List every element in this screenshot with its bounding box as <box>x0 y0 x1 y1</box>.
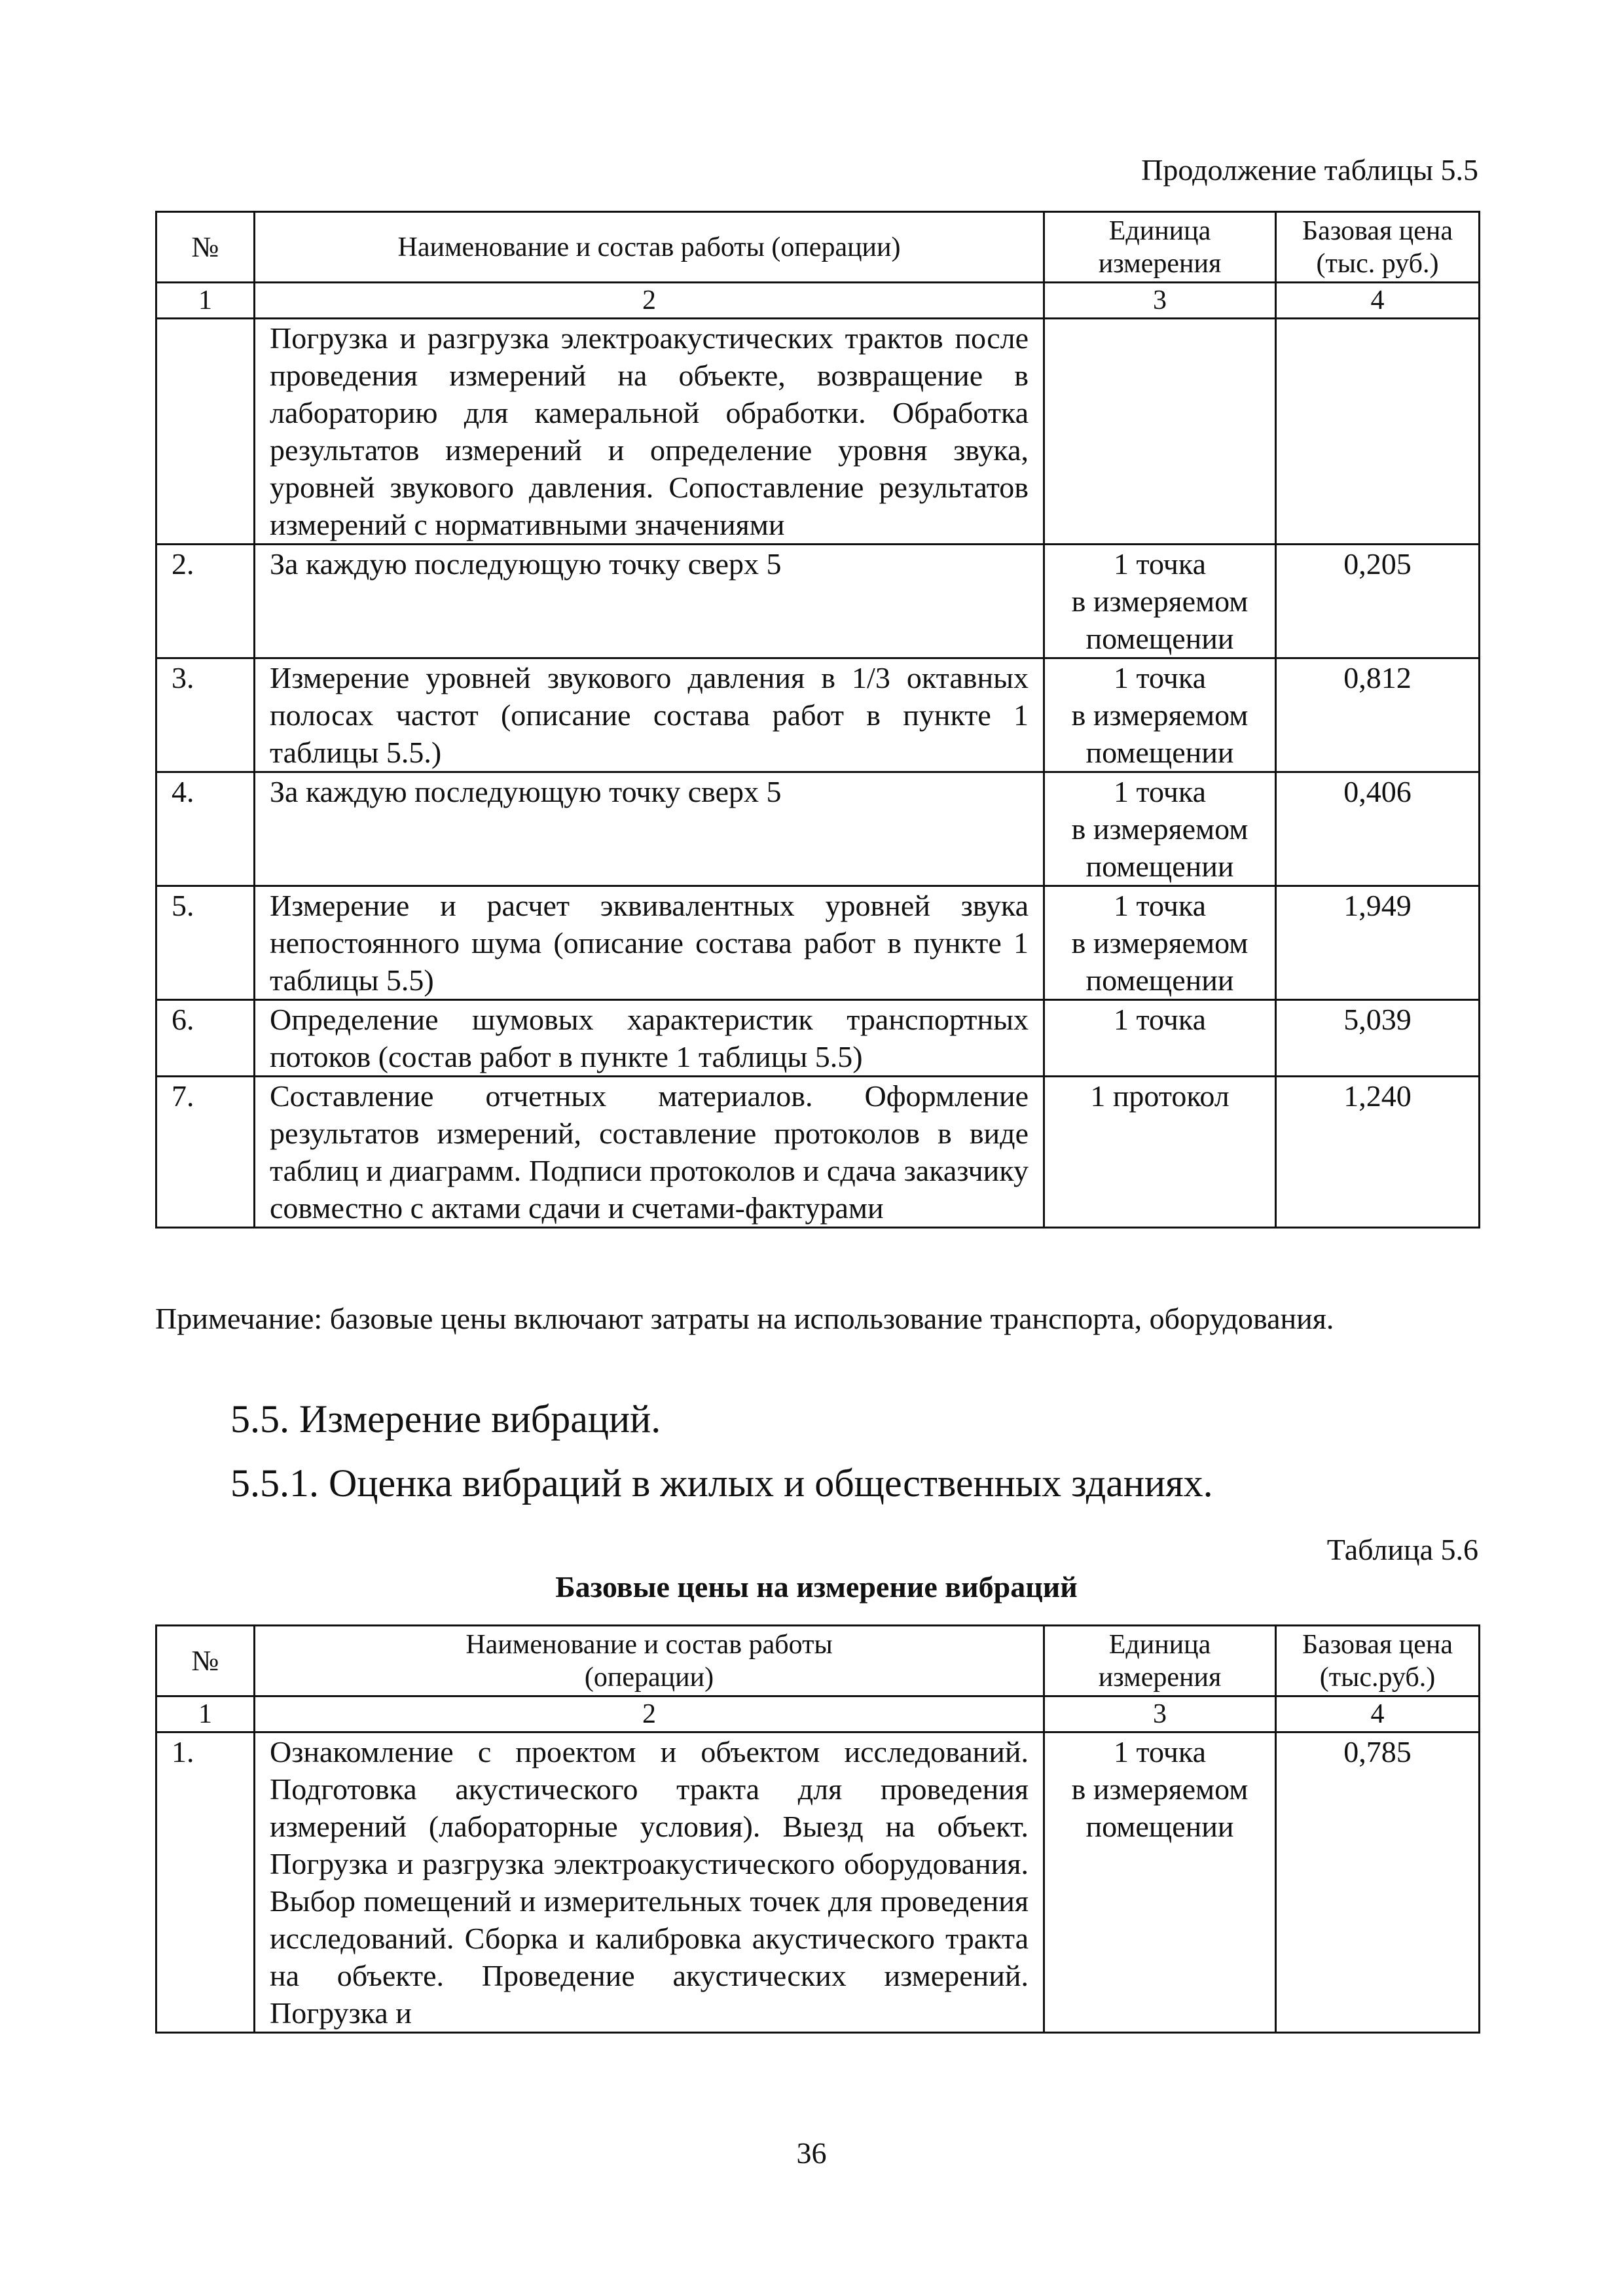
header-price <box>1276 1626 1480 1696</box>
row-price: 0,406 <box>1276 772 1480 886</box>
unit-line: 1 точка <box>1113 775 1206 808</box>
row-unit <box>1044 545 1276 658</box>
column-number-row <box>156 283 1480 319</box>
table-row <box>156 1077 1480 1228</box>
row-number <box>156 319 255 545</box>
unit-line: помещении <box>1085 622 1234 655</box>
column-number: 2 <box>255 1696 1044 1732</box>
unit-line: 1 точка <box>1113 889 1206 922</box>
table-row <box>156 886 1480 1000</box>
row-price: 0,812 <box>1276 658 1480 772</box>
header-number: № <box>156 212 255 283</box>
header-unit-line2: измерения <box>1098 1662 1222 1693</box>
row-price <box>1276 319 1480 545</box>
unit-line: в измеряемом <box>1071 926 1249 960</box>
page-number: 36 <box>796 2136 827 2170</box>
header-unit <box>1044 212 1276 283</box>
row-price: 5,039 <box>1276 1000 1480 1077</box>
table-header-row <box>156 212 1480 283</box>
column-number: 3 <box>1044 283 1276 319</box>
table-5-6-caption: Таблица 5.6 <box>1326 1533 1478 1566</box>
table-5-6-title: Базовые цены на измерение вибраций <box>555 1570 1078 1604</box>
row-price: 0,785 <box>1276 1732 1480 2033</box>
row-number: 7. <box>156 1077 255 1228</box>
continuation-caption: Продолжение таблицы 5.5 <box>1141 153 1478 187</box>
unit-line: помещении <box>1085 1810 1234 1843</box>
row-number: 5. <box>156 886 255 1000</box>
header-price <box>1276 212 1480 283</box>
unit-line: в измеряемом <box>1071 698 1249 732</box>
row-description: За каждую последующую точку сверх 5 <box>255 772 1044 886</box>
row-unit <box>1044 886 1276 1000</box>
row-unit <box>1044 1732 1276 2033</box>
unit-line: помещении <box>1085 736 1234 769</box>
unit-line: в измеряемом <box>1071 584 1249 618</box>
row-unit <box>1044 1000 1276 1077</box>
unit-line: 1 точка <box>1113 661 1206 694</box>
row-price: 0,205 <box>1276 545 1480 658</box>
table-row <box>156 319 1480 545</box>
row-description: Измерение и расчет эквивалентных уровней звука непостоянного шума (описание состава работ в пункте 1 таблицы 5.5) <box>255 886 1044 1000</box>
unit-line: в измеряемом <box>1071 1772 1249 1806</box>
unit-line: 1 точка <box>1113 547 1206 581</box>
row-description: Определение шумовых характеристик транспортных потоков (состав работ в пункте 1 таблицы 5.5) <box>255 1000 1044 1077</box>
row-description: Погрузка и разгрузка электроакустических трактов после проведения измерений на объекте, возвращение в лабораторию для камеральной обработки. Обработка результатов измерений и определение уровня звука, уровней звукового давления. Сопоставление результатов измерений с нормативными значениями <box>255 319 1044 545</box>
header-unit-line1: Единица <box>1108 215 1211 246</box>
header-name-line1: Наименование и состав работы <box>465 1629 833 1660</box>
header-price-line1: Базовая цена <box>1302 1629 1453 1660</box>
row-description: Составление отчетных материалов. Оформление результатов измерений, составление протоколов в виде таблиц и диаграмм. Подписи протоколов и сдача заказчику совместно с актами сдачи и счетами-фактурами <box>255 1077 1044 1228</box>
header-unit <box>1044 1626 1276 1696</box>
row-number: 4. <box>156 772 255 886</box>
row-unit <box>1044 319 1276 545</box>
header-name-line2: (операции) <box>584 1662 714 1693</box>
unit-line: в измеряемом <box>1071 812 1249 846</box>
unit-line: помещении <box>1085 850 1234 883</box>
header-name: Наименование и состав работы (операции) <box>255 212 1044 283</box>
row-number: 3. <box>156 658 255 772</box>
header-unit-line1: Единица <box>1108 1629 1211 1660</box>
column-number: 4 <box>1276 283 1480 319</box>
row-number: 2. <box>156 545 255 658</box>
row-description: За каждую последующую точку сверх 5 <box>255 545 1044 658</box>
unit-line: 1 точка <box>1113 1735 1206 1768</box>
table-row <box>156 772 1480 886</box>
column-number: 4 <box>1276 1696 1480 1732</box>
header-price-line2: (тыс.руб.) <box>1319 1662 1436 1693</box>
section-heading-5-5: 5.5. Измерение вибраций. <box>230 1397 661 1441</box>
header-number: № <box>156 1626 255 1696</box>
row-number: 6. <box>156 1000 255 1077</box>
column-number: 2 <box>255 283 1044 319</box>
row-price: 1,949 <box>1276 886 1480 1000</box>
table-row <box>156 545 1480 658</box>
header-price-line1: Базовая цена <box>1302 215 1453 246</box>
unit-line: помещении <box>1085 963 1234 997</box>
column-number: 1 <box>156 283 255 319</box>
header-unit-line2: измерения <box>1098 248 1222 279</box>
row-unit <box>1044 658 1276 772</box>
row-price: 1,240 <box>1276 1077 1480 1228</box>
unit-line: 1 протокол <box>1090 1079 1230 1113</box>
column-number-row <box>156 1696 1480 1732</box>
table-5-5-continuation <box>155 211 1480 1229</box>
column-number: 3 <box>1044 1696 1276 1732</box>
row-description: Измерение уровней звукового давления в 1/3 октавных полосах частот (описание состава работ в пункте 1 таблицы 5.5.) <box>255 658 1044 772</box>
row-unit <box>1044 1077 1276 1228</box>
row-description: Ознакомление с проектом и объектом исследований. Подготовка акустического тракта для проведения измерений (лабораторные условия). Выезд на объект. Погрузка и разгрузка электроакустического оборудования. Выбор помещений и измерительных точек для проведения исследований. Сборка и калибровка акустического тракта на объекте. Проведение акустических измерений. Погрузка и <box>255 1732 1044 2033</box>
unit-line: 1 точка <box>1113 1003 1206 1036</box>
table-header-row <box>156 1626 1480 1696</box>
row-number: 1. <box>156 1732 255 2033</box>
section-heading-5-5-1: 5.5.1. Оценка вибраций в жилых и общественных зданиях. <box>230 1462 1213 1505</box>
table-5-6 <box>155 1624 1480 2034</box>
row-unit <box>1044 772 1276 886</box>
table-row <box>156 1000 1480 1077</box>
header-name <box>255 1626 1044 1696</box>
table-row <box>156 1732 1480 2033</box>
header-price-line2: (тыс. руб.) <box>1316 248 1439 279</box>
table-note: Примечание: базовые цены включают затраты на использование транспорта, оборудования. <box>155 1302 1334 1335</box>
table-row <box>156 658 1480 772</box>
column-number: 1 <box>156 1696 255 1732</box>
